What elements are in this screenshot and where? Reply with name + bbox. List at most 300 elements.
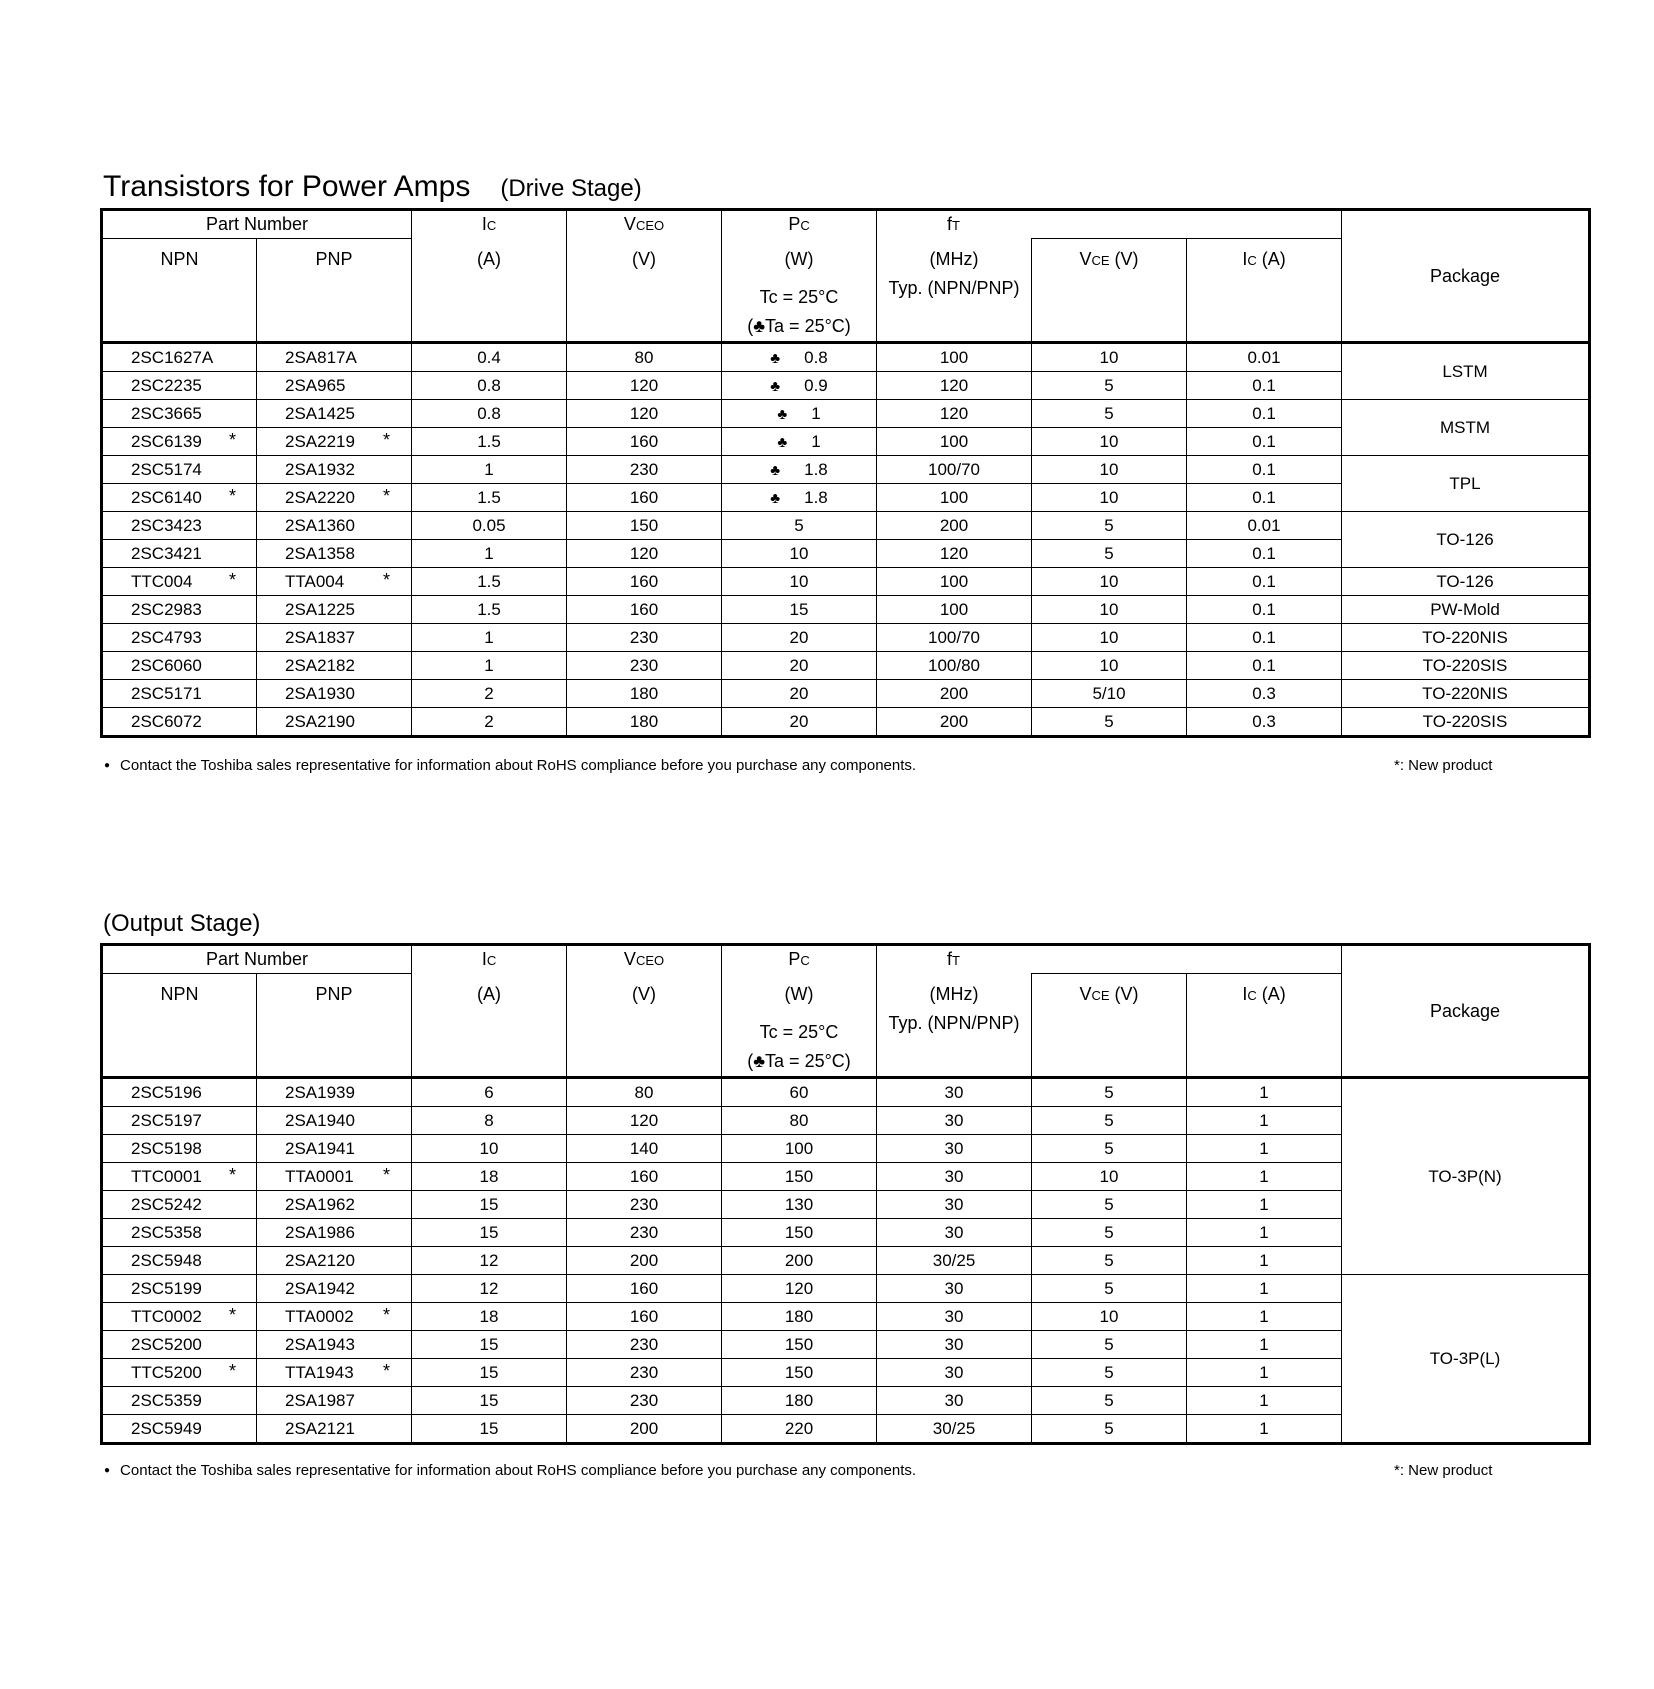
new-product-mark: * (229, 1305, 237, 1325)
pnp-part (257, 652, 412, 680)
package-header: Package (1342, 945, 1590, 1078)
pnp-part (257, 400, 412, 428)
npn-part-text: 2SC5949 (131, 1418, 202, 1438)
pc-value: 180 (722, 1303, 877, 1331)
ft-value: 30 (877, 1387, 1032, 1415)
npn-part (102, 484, 257, 512)
pnp-header: PNP (257, 239, 412, 343)
vceo-value: 230 (567, 1359, 722, 1387)
vceo-value: 120 (567, 400, 722, 428)
new-product-mark: * (383, 430, 391, 450)
pc-value (722, 652, 877, 680)
vceo-value: 230 (567, 624, 722, 652)
ft-value: 30 (877, 1135, 1032, 1163)
table-row (102, 568, 1590, 596)
vceo-unit: (V) (567, 974, 722, 1078)
ic2-value: 0.1 (1187, 596, 1342, 624)
npn-part-text: 2SC5196 (131, 1082, 202, 1102)
vceo-value: 180 (567, 708, 722, 737)
new-product-mark: * (229, 1165, 237, 1185)
ic2-value: 1 (1187, 1275, 1342, 1303)
package-cell: LSTM (1342, 343, 1590, 400)
npn-part (102, 596, 257, 624)
pnp-part-text: 2SA1358 (285, 543, 355, 563)
pnp-part (257, 1078, 412, 1107)
vceo-value: 160 (567, 1163, 722, 1191)
ft-header-span (1032, 945, 1342, 974)
vceo-unit: (V) (567, 239, 722, 343)
pc-value: 150 (722, 1163, 877, 1191)
vceo-value: 140 (567, 1135, 722, 1163)
ft-value: 30 (877, 1275, 1032, 1303)
pnp-part-text: 2SA1930 (285, 683, 355, 703)
ic2-header: IC (A) (1187, 974, 1342, 1078)
pnp-part-text: 2SA2120 (285, 1250, 355, 1270)
vce-value: 10 (1032, 568, 1187, 596)
ic-value: 12 (412, 1247, 567, 1275)
package-cell: TO-220SIS (1342, 708, 1590, 737)
ft-value: 30/25 (877, 1247, 1032, 1275)
club-icon: ♣ (770, 489, 781, 507)
ic-value: 1 (412, 652, 567, 680)
drive-stage-title (103, 170, 642, 204)
vce-value: 5 (1032, 1275, 1187, 1303)
part-number-header: Part Number (102, 210, 412, 239)
pnp-part-text: 2SA1943 (285, 1334, 355, 1354)
package-cell: TO-126 (1342, 568, 1590, 596)
vce-header: VCE (V) (1032, 974, 1187, 1078)
npn-part-text: 2SC3421 (131, 543, 202, 563)
pnp-part (257, 1359, 412, 1387)
table-row (102, 708, 1590, 737)
vce-value: 5 (1032, 540, 1187, 568)
pc-header: PC (722, 210, 877, 239)
ic-header: IC (412, 210, 567, 239)
vce-value: 5 (1032, 372, 1187, 400)
vceo-value: 80 (567, 1078, 722, 1107)
output-stage-title: (Output Stage) (103, 910, 261, 937)
pnp-part (257, 540, 412, 568)
ic-value: 8 (412, 1107, 567, 1135)
vce-value: 10 (1032, 1163, 1187, 1191)
npn-part (102, 1191, 257, 1219)
ic2-value: 0.01 (1187, 343, 1342, 372)
pnp-part (257, 1135, 412, 1163)
vce-value: 5 (1032, 708, 1187, 737)
pc-value: 80 (722, 1107, 877, 1135)
package-cell: TO-220NIS (1342, 680, 1590, 708)
vceo-value: 230 (567, 1219, 722, 1247)
pc-value (722, 568, 877, 596)
pc-value (722, 484, 877, 512)
vce-value: 10 (1032, 1303, 1187, 1331)
npn-header: NPN (102, 239, 257, 343)
vceo-value: 120 (567, 540, 722, 568)
ic-value: 1.5 (412, 596, 567, 624)
pnp-part (257, 568, 412, 596)
ic2-value: 0.1 (1187, 568, 1342, 596)
npn-part-text: 2SC3423 (131, 515, 202, 535)
ft-value: 120 (877, 540, 1032, 568)
npn-part-text: 2SC6072 (131, 711, 202, 731)
pc-number: 1 (811, 403, 821, 423)
club-icon: ♣ (777, 405, 788, 423)
pnp-header: PNP (257, 974, 412, 1078)
vce-value: 5/10 (1032, 680, 1187, 708)
ic-value: 18 (412, 1303, 567, 1331)
pnp-part-text: 2SA1962 (285, 1194, 355, 1214)
npn-part (102, 1303, 257, 1331)
ic2-value: 1 (1187, 1247, 1342, 1275)
package-cell: MSTM (1342, 400, 1590, 456)
npn-part (102, 1387, 257, 1415)
npn-part (102, 568, 257, 596)
ic2-value: 1 (1187, 1191, 1342, 1219)
new-product-mark: * (383, 570, 391, 590)
vceo-value: 150 (567, 512, 722, 540)
pnp-part (257, 596, 412, 624)
pc-value (722, 512, 877, 540)
pc-unit-conditions: (W) Tc = 25°C (♣Ta = 25°C) (722, 974, 877, 1078)
new-product-mark: * (229, 1361, 237, 1381)
pnp-part-text: 2SA1360 (285, 515, 355, 535)
pc-number: 15 (789, 599, 809, 619)
pnp-part (257, 372, 412, 400)
pnp-part (257, 1415, 412, 1444)
table-row (102, 1078, 1590, 1107)
ic-value: 1.5 (412, 428, 567, 456)
ic-value: 0.8 (412, 400, 567, 428)
pnp-part (257, 1191, 412, 1219)
vce-header: VCE (V) (1032, 239, 1187, 343)
vceo-value: 160 (567, 1303, 722, 1331)
pc-value (722, 343, 877, 372)
ft-value: 30 (877, 1078, 1032, 1107)
npn-part (102, 428, 257, 456)
pnp-part-text: 2SA1940 (285, 1110, 355, 1130)
pnp-part (257, 484, 412, 512)
pnp-part (257, 708, 412, 737)
npn-part-text: 2SC6140 (131, 487, 202, 507)
new-product-mark: * (383, 1165, 391, 1185)
club-icon: ♣ (770, 461, 781, 479)
pc-number: 0.8 (804, 347, 828, 367)
ft-value: 100/70 (877, 624, 1032, 652)
bullet-icon: ● (104, 760, 111, 771)
ic2-value: 1 (1187, 1107, 1342, 1135)
vce-value: 5 (1032, 1107, 1187, 1135)
pnp-part-text: 2SA2121 (285, 1418, 355, 1438)
ft-value: 100 (877, 343, 1032, 372)
vceo-value: 230 (567, 1331, 722, 1359)
ft-value: 100/70 (877, 456, 1032, 484)
npn-header: NPN (102, 974, 257, 1078)
pnp-part-text: 2SA2190 (285, 711, 355, 731)
npn-part (102, 1331, 257, 1359)
pnp-part-text: TTA0001 (285, 1166, 354, 1186)
ic-value: 18 (412, 1163, 567, 1191)
npn-part-text: 2SC6139 (131, 431, 202, 451)
section-subtitle: (Drive Stage) (500, 175, 642, 202)
ic-value: 15 (412, 1191, 567, 1219)
ic-value: 15 (412, 1219, 567, 1247)
club-icon: ♣ (770, 349, 781, 367)
table-row (102, 512, 1590, 540)
ft-value: 30 (877, 1219, 1032, 1247)
ft-value: 120 (877, 400, 1032, 428)
ic-value: 15 (412, 1415, 567, 1444)
ic-value: 10 (412, 1135, 567, 1163)
ic2-value: 0.1 (1187, 428, 1342, 456)
vceo-value: 160 (567, 568, 722, 596)
table-row (102, 652, 1590, 680)
pc-value (722, 708, 877, 737)
pnp-part (257, 1247, 412, 1275)
npn-part (102, 1219, 257, 1247)
npn-part-text: 2SC5174 (131, 459, 202, 479)
pnp-part (257, 343, 412, 372)
ic2-value: 0.1 (1187, 484, 1342, 512)
npn-part (102, 1415, 257, 1444)
ic-value: 2 (412, 708, 567, 737)
ic-value: 0.8 (412, 372, 567, 400)
npn-part-text: 2SC2235 (131, 375, 202, 395)
vceo-value: 160 (567, 484, 722, 512)
ic2-value: 0.1 (1187, 652, 1342, 680)
pnp-part-text: 2SA1942 (285, 1278, 355, 1298)
npn-part (102, 1359, 257, 1387)
vceo-header: VCEO (567, 945, 722, 974)
pc-value (722, 400, 877, 428)
pc-value: 150 (722, 1359, 877, 1387)
package-cell: TO-126 (1342, 512, 1590, 568)
pc-value (722, 680, 877, 708)
vce-value: 10 (1032, 428, 1187, 456)
vce-value: 10 (1032, 456, 1187, 484)
ft-header: fT (877, 210, 1032, 239)
package-cell: PW-Mold (1342, 596, 1590, 624)
new-product-mark: * (383, 1305, 391, 1325)
pc-number: 10 (789, 571, 809, 591)
vceo-value: 160 (567, 596, 722, 624)
pc-number: 1 (811, 431, 821, 451)
drive-stage-table (100, 208, 1591, 738)
vce-value: 5 (1032, 512, 1187, 540)
vce-value: 5 (1032, 400, 1187, 428)
vce-value: 10 (1032, 624, 1187, 652)
ft-unit: (MHz) Typ. (NPN/PNP) (877, 239, 1032, 343)
npn-part-text: 2SC4793 (131, 627, 202, 647)
package-header: Package (1342, 210, 1590, 343)
pnp-part-text: 2SA1986 (285, 1222, 355, 1242)
pnp-part-text: 2SA2182 (285, 655, 355, 675)
npn-part (102, 1275, 257, 1303)
pc-value: 150 (722, 1219, 877, 1247)
ic-value: 0.4 (412, 343, 567, 372)
pc-number: 5 (794, 515, 804, 535)
vceo-value: 120 (567, 372, 722, 400)
pc-value: 180 (722, 1387, 877, 1415)
npn-part (102, 372, 257, 400)
vceo-value: 200 (567, 1247, 722, 1275)
npn-part (102, 1107, 257, 1135)
table-row (102, 624, 1590, 652)
npn-part (102, 1247, 257, 1275)
ic2-value: 1 (1187, 1219, 1342, 1247)
vce-value: 10 (1032, 652, 1187, 680)
ic-value: 15 (412, 1359, 567, 1387)
pc-value: 150 (722, 1331, 877, 1359)
pnp-part-text: 2SA1987 (285, 1390, 355, 1410)
pnp-part (257, 456, 412, 484)
pnp-part (257, 624, 412, 652)
bullet-icon: ● (104, 1465, 111, 1476)
npn-part (102, 1135, 257, 1163)
table-row (102, 596, 1590, 624)
ic2-value: 0.3 (1187, 680, 1342, 708)
vceo-value: 160 (567, 428, 722, 456)
new-product-mark: * (229, 570, 237, 590)
ic2-value: 1 (1187, 1331, 1342, 1359)
pc-value: 200 (722, 1247, 877, 1275)
output-stage-table (100, 943, 1591, 1445)
npn-part-text: 2SC5242 (131, 1194, 202, 1214)
vce-value: 5 (1032, 1078, 1187, 1107)
pnp-part-text: TTA1943 (285, 1362, 354, 1382)
ic-unit: (A) (412, 239, 567, 343)
pnp-part (257, 1387, 412, 1415)
table-row (102, 343, 1590, 372)
ic-value: 15 (412, 1331, 567, 1359)
ic-header: IC (412, 945, 567, 974)
ic2-header: IC (A) (1187, 239, 1342, 343)
pnp-part-text: 2SA1425 (285, 403, 355, 423)
pc-value: 60 (722, 1078, 877, 1107)
npn-part-text: 2SC2983 (131, 599, 202, 619)
new-product-mark: * (383, 1361, 391, 1381)
ft-value: 30 (877, 1359, 1032, 1387)
pc-value (722, 456, 877, 484)
ic-value: 15 (412, 1387, 567, 1415)
part-number-header: Part Number (102, 945, 412, 974)
vceo-value: 160 (567, 1275, 722, 1303)
ic2-value: 1 (1187, 1163, 1342, 1191)
vceo-header: VCEO (567, 210, 722, 239)
pc-number: 20 (789, 627, 809, 647)
pc-number: 20 (789, 683, 809, 703)
pc-number: 0.9 (804, 375, 828, 395)
pc-number: 10 (789, 543, 809, 563)
ic2-value: 1 (1187, 1359, 1342, 1387)
ft-value: 100 (877, 484, 1032, 512)
pc-number: 1.8 (804, 487, 828, 507)
ic2-value: 0.1 (1187, 456, 1342, 484)
pnp-part (257, 1163, 412, 1191)
new-product-mark: * (229, 486, 237, 506)
npn-part-text: 2SC5948 (131, 1250, 202, 1270)
ft-value: 200 (877, 512, 1032, 540)
section-title: Transistors for Power Amps (103, 170, 471, 203)
vce-value: 10 (1032, 596, 1187, 624)
vce-value: 5 (1032, 1191, 1187, 1219)
ic-value: 0.05 (412, 512, 567, 540)
output-footnote: ● Contact the Toshiba sales representative for information about RoHS compliance before you purchase any components. (104, 1462, 917, 1479)
ic2-value: 1 (1187, 1135, 1342, 1163)
new-product-mark: * (229, 430, 237, 450)
npn-part-text: 2SC3665 (131, 403, 202, 423)
npn-part (102, 400, 257, 428)
ft-value: 100 (877, 428, 1032, 456)
ic-value: 1 (412, 540, 567, 568)
ft-value: 30 (877, 1107, 1032, 1135)
ic2-value: 1 (1187, 1415, 1342, 1444)
vce-value: 5 (1032, 1359, 1187, 1387)
table-row (102, 680, 1590, 708)
ic-value: 1 (412, 456, 567, 484)
pnp-part-text: 2SA1941 (285, 1138, 355, 1158)
pnp-part (257, 1107, 412, 1135)
package-cell: TO-3P(N) (1342, 1078, 1590, 1275)
vce-value: 10 (1032, 484, 1187, 512)
table-row (102, 400, 1590, 428)
pc-number: 20 (789, 655, 809, 675)
ic2-value: 0.1 (1187, 400, 1342, 428)
npn-part-text: 2SC5198 (131, 1138, 202, 1158)
ft-unit: (MHz) Typ. (NPN/PNP) (877, 974, 1032, 1078)
package-cell: TO-220NIS (1342, 624, 1590, 652)
pc-value: 220 (722, 1415, 877, 1444)
npn-part (102, 680, 257, 708)
vceo-value: 230 (567, 1191, 722, 1219)
ft-value: 30 (877, 1303, 1032, 1331)
npn-part (102, 540, 257, 568)
ic-value: 1 (412, 624, 567, 652)
pnp-part (257, 512, 412, 540)
pc-value (722, 596, 877, 624)
pnp-part-text: TTA004 (285, 571, 345, 591)
pc-unit-conditions: (W) Tc = 25°C (♣Ta = 25°C) (722, 239, 877, 343)
pnp-part (257, 1331, 412, 1359)
ic-value: 1.5 (412, 568, 567, 596)
npn-part (102, 1163, 257, 1191)
ic2-value: 0.1 (1187, 372, 1342, 400)
vceo-value: 230 (567, 1387, 722, 1415)
npn-part-text: TTC004 (131, 571, 193, 591)
package-cell: TPL (1342, 456, 1590, 512)
vce-value: 10 (1032, 343, 1187, 372)
pnp-part (257, 1275, 412, 1303)
npn-part-text: 2SC5197 (131, 1110, 202, 1130)
ic2-value: 1 (1187, 1078, 1342, 1107)
pnp-part-text: 2SA817A (285, 347, 357, 367)
ic2-value: 0.01 (1187, 512, 1342, 540)
package-cell: TO-3P(L) (1342, 1275, 1590, 1444)
npn-part-text: 2SC5358 (131, 1222, 202, 1242)
pc-value: 130 (722, 1191, 877, 1219)
vce-value: 5 (1032, 1219, 1187, 1247)
ft-header-span (1032, 210, 1342, 239)
npn-part-text: TTC0001 (131, 1166, 202, 1186)
npn-part-text: 2SC5199 (131, 1278, 202, 1298)
ft-value: 30 (877, 1191, 1032, 1219)
pc-value: 100 (722, 1135, 877, 1163)
vceo-value: 230 (567, 456, 722, 484)
vce-value: 5 (1032, 1331, 1187, 1359)
table-row (102, 1275, 1590, 1303)
vce-value: 5 (1032, 1135, 1187, 1163)
vceo-value: 120 (567, 1107, 722, 1135)
ic-value: 1.5 (412, 484, 567, 512)
